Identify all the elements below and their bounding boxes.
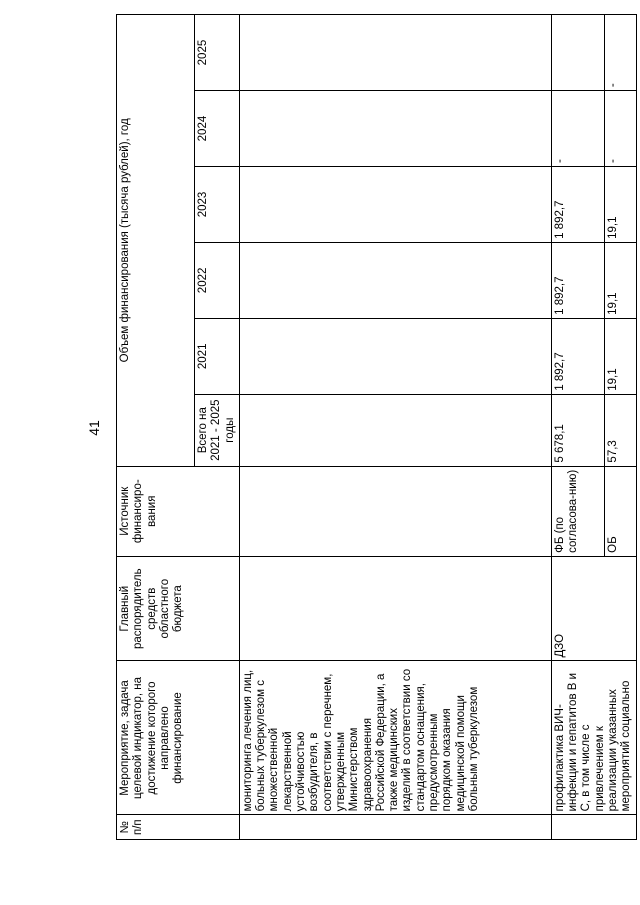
cell-2022 [239, 242, 551, 318]
header-2023: 2023 [195, 167, 240, 243]
header-row [117, 15, 195, 840]
cell-total: 5 678,1 [551, 394, 604, 466]
cell-2023: 19,1 [604, 167, 636, 243]
header-source: Источник финансиро-вания [117, 466, 240, 556]
cell-event: профилактика ВИЧ-инфекции и гепатитов В и С, в том числе с привлечением к реализации указанных мероприятий социально [551, 661, 636, 815]
header-event: Мероприятие, задача целевой индикатор, на достижение которого направлено финансирование [117, 661, 240, 815]
header-2024: 2024 [195, 91, 240, 167]
cell-2021: 19,1 [604, 318, 636, 394]
header-num: № п/п [117, 815, 240, 840]
cell-manager: ДЗО [551, 556, 636, 661]
cell-2024: - [604, 91, 636, 167]
header-2022: 2022 [195, 242, 240, 318]
cell-2022: 1 892,7 [551, 242, 604, 318]
cell-2024: - [551, 91, 604, 167]
cell-num [239, 815, 551, 840]
header-manager: Главный распорядитель средств областного бюджета [117, 556, 240, 661]
header-2021: 2021 [195, 318, 240, 394]
table-row [551, 15, 604, 840]
cell-manager [239, 556, 551, 661]
cell-source [239, 466, 551, 556]
cell-source: ОБ [604, 466, 636, 556]
financing-table [116, 14, 637, 840]
cell-source: ФБ (по согласова-нию) [551, 466, 604, 556]
table-row [239, 15, 551, 840]
cell-2025 [239, 15, 551, 91]
cell-2021: 1 892,7 [551, 318, 604, 394]
rotated-table-wrapper [116, 14, 633, 840]
cell-num [551, 815, 636, 840]
cell-2022: 19,1 [604, 242, 636, 318]
page-number: 41 [86, 420, 102, 436]
cell-2025: - [604, 15, 636, 91]
cell-2023: 1 892,7 [551, 167, 604, 243]
cell-total [239, 394, 551, 466]
cell-event: мониторинга лечения лиц, больных туберкулезом с множественной лекарственной устойчивостью возбудителя, в соответствии с перечнем, утвержденным Министерством здравоохранения Российской Федерации, а также медицинских изделий в соответствии со стандартом оснащения, предусмотренным порядком оказания медицинской помощи больным туберкулезом [239, 661, 551, 815]
cell-2023 [239, 167, 551, 243]
header-2025: 2025 [195, 15, 240, 91]
cell-2021 [239, 318, 551, 394]
header-total: Всего на 2021 - 2025 годы [195, 394, 240, 466]
cell-total: 57,3 [604, 394, 636, 466]
cell-2024 [239, 91, 551, 167]
header-volume: Объем финансирования (тысяча рублей), год [117, 15, 195, 467]
cell-2025 [551, 15, 604, 91]
